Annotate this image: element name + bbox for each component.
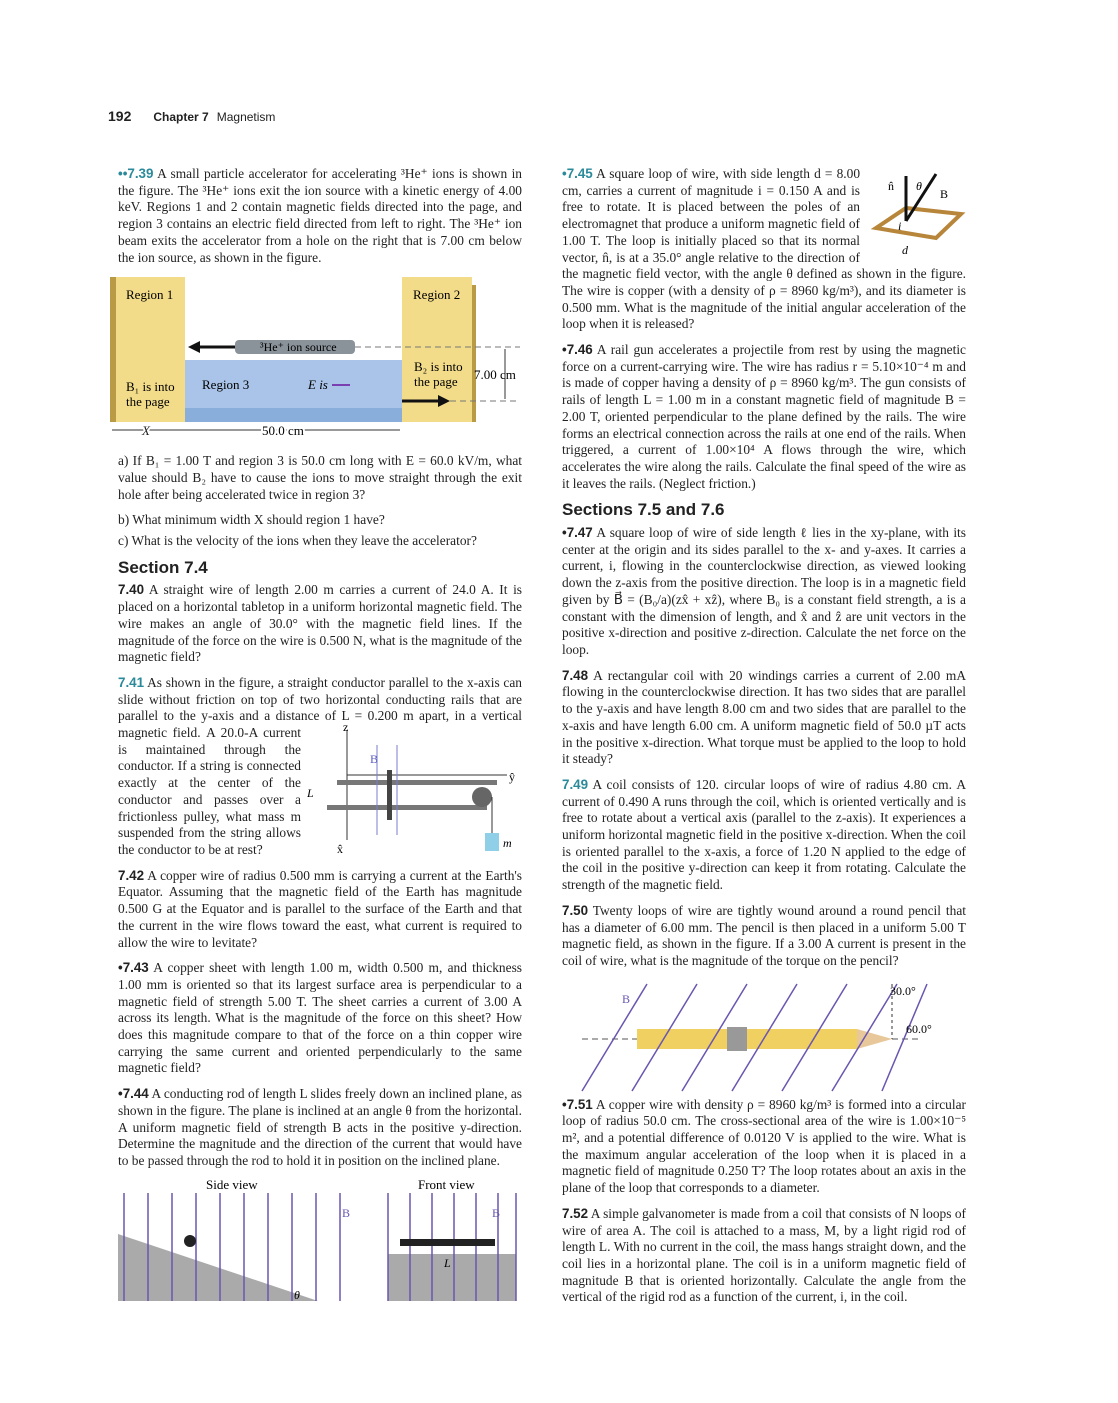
problem-text: A rectangular coil with 20 windings carries a current of 2.00 mA flowing in the counterclockwise direction. It has two sides that are parallel to the y-axis and have length 8.00 cm and two sides that are parallel to the x-axis and have length 6.00 cm. A uniform magnetic field of 50.0 µT acts in the positive x-direction. What torque must be applied to the loop to hold it steady? [562, 667, 966, 767]
figure-incline [118, 1179, 522, 1309]
b1-label-2: the page [126, 394, 170, 410]
problem-text: Twenty loops of wire are tightly wound around a round pencil that has a diameter of 6.00 mm. The pencil is then placed in a uniform 5.00 T magnetic field, as shown in the figure. If a 3.00 A current is present in the coil of wire, what is the magnitude of the torque on the pencil? [562, 902, 966, 968]
question-c: c) What is the velocity of the ions when they leave the accelerator? [118, 533, 477, 549]
length-l-label: L [444, 1255, 451, 1270]
problem-text: A copper sheet with length 1.00 m, width 0.500 m, and thickness 1.00 mm is oriented so that its largest surface area is perpendicular to a magnetic field of strength 5.00 T. The sheet carries a current of 3.00 A across its length. What is the magnitude of the force on this sheet? How does this magnitude compare to that of the force on a thin copper wire carrying the same current and oriented perpendicularly to the same magnetic field? [118, 960, 522, 1076]
chapter-label: Chapter 7 [153, 110, 209, 124]
side-d-label: d [902, 243, 908, 257]
b2-label: B₂ is into [414, 359, 463, 375]
angle-label: θ [294, 1287, 300, 1302]
problem-number: 7.40 [118, 582, 145, 598]
width-x-label: X [142, 423, 150, 439]
front-view-label: Front view [418, 1178, 475, 1192]
region-1-label: Region 1 [126, 287, 174, 303]
b1-label: B₁ is into [126, 379, 175, 395]
problem-7-40 [118, 582, 522, 666]
problem-text: A simple galvanometer is made from a coil that consists of N loops of wire of area A. The coil is attached to a mass, M, by a light rigid rod of length L. With no current in the coil, the mass hangs straight down, and the coil lies in a horizontal plane. The coil is in a uniform magnetic field of magnitude B that is oriented horizontally. Calculate the angle from the vertical of the rigid rod as a function of the current, i, in the coil. [562, 1205, 966, 1305]
problem-text: A copper wire of radius 0.500 mm is carrying a current at the Earth's Equator. Assuming that the magnetic field of the Earth has magnitude 0.500 G at the Equator and is parallel to the surface of the Earth and that the current in the wire flows toward the east, what current is required to allow the wire to levitate? [118, 867, 523, 950]
problem-number: 7.48 [562, 667, 589, 683]
page-header [108, 108, 275, 124]
problem-number: •7.43 [118, 960, 149, 976]
question-b: b) What minimum width X should region 1 have? [118, 512, 385, 528]
b-field-label: B [940, 187, 949, 201]
problem-7-52 [562, 1206, 966, 1306]
problem-7-39 [118, 166, 522, 266]
problem-7-48 [562, 668, 966, 768]
b-field-label: B [370, 752, 379, 767]
b-field-label: B [342, 1205, 351, 1220]
problem-text: A square loop of wire of side length ℓ lies in the xy-plane, with its center at the origin and its sides parallel to the x- and y-axes. It carries a current, i, flowing in the counterclockwise direction, as viewed looking down the z-axis from the positive direction. The loop is in a magnetic field given by B⃗ = (B₀/a)(zx̂ + xẑ), where B₀ is a constant field strength, a is a constant with the dimension of length, and x̂ and ẑ are unit vectors in the positive x-direction and positive z-direction. Calculate the net force on the loop. [562, 525, 966, 657]
right-column [562, 166, 966, 1315]
section-heading: Section 7.4 [118, 557, 208, 577]
problem-7-47 [562, 525, 966, 659]
length-l-label: L [307, 786, 314, 801]
problem-7-51 [562, 1097, 966, 1197]
b-field-label: B [622, 991, 631, 1006]
ion-source-label: ³He⁺ ion source [260, 340, 337, 355]
problem-number: ••7.39 [118, 166, 154, 181]
problem-text: A coil consists of 120. circular loops of wire of radius 4.80 cm. A current of 0.490 A runs through the coil, which is oriented vertically and is free to rotate about a vertical axis (parallel to the z-axis). It experiences a uniform horizontal magnetic field in the positive x-direction. When the coil is oriented parallel to the x-axis, a force of 1.20 N applied to the edge of the coil in the positive y-direction can keep it from rotating. Calculate the strength of the magnetic field. [562, 776, 967, 893]
region-2-label: Region 2 [413, 287, 461, 303]
problem-7-44 [118, 1086, 522, 1170]
theta-label: θ [916, 179, 922, 193]
mass-label: m [503, 836, 512, 851]
accelerator-diagram [110, 275, 530, 447]
length-label: 50.0 cm [262, 423, 304, 439]
angle-30-label: 30.0° [890, 983, 916, 998]
figure-accelerator [110, 275, 522, 447]
region-3-label: Region 3 [202, 377, 250, 393]
problem-number: •7.51 [562, 1096, 593, 1112]
b-field-label-front: B [492, 1205, 501, 1220]
problem-text: As shown in the figure, a straight conductor parallel to the x-axis can slide without friction on top of two horizontal conducting rails that are parallel to the y-axis and a distance of L = 0.200 m apart, in a vertical magnetic field. [118, 674, 523, 741]
question-a: a) If B₁ = 1.00 T and region 3 is 50.0 cm long with E = 60.0 kV/m, what value should B₂ have to cause the ions to move straight through the exit hole after being accelerated twice in region 3? [118, 453, 522, 502]
problem-text: A straight wire of length 2.00 m carries a current of 24.0 A. It is placed on a horizontal tabletop in a uniform horizontal magnetic field. The wire makes an angle of 30.0° with the magnetic field lines. If the magnitude of the force on the wire is 0.500 N, what is the magnitude of the magnetic field? [118, 582, 523, 665]
pencil-diagram [562, 979, 966, 1097]
figure-rails [307, 725, 522, 855]
problem-7-49 [562, 777, 966, 894]
e-field-label: E is [308, 377, 328, 393]
problem-text: A square loop of wire, with side length d = 8.00 cm, carries a current of magnitude i = 0.150 A and is free to rotate. It is placed between the poles of an electromagnet that produce a uniform magnetic field of 1.00 T. The loop is initially placed so that its normal vector, n̂, is at a 35.0° angle relative to the direction of the magnetic field vector, with the angle θ defined as shown in the figure. The wire is copper (with a density of ρ = 8960 kg/m³), and its diameter is 0.500 mm. What is the magnitude of the initial angular acceleration of the loop when it is released? [562, 166, 966, 332]
problem-7-42 [118, 868, 522, 952]
section-heading: Sections 7.5 and 7.6 [562, 500, 725, 520]
problem-text: A small particle accelerator for accelerating ³He⁺ ions is shown in the figure. The ³He⁺ ions exit the ion source with a kinetic energy of 4.00 keV. Regions 1 and 2 contain magnetic fields directed into the page, and region 3 contains an electric field directed from left to right. The ³He⁺ ion beam exits the accelerator from a hole on the right that is 7.00 cm below the ion source, as shown in the figure. [118, 166, 522, 265]
b2-label-2: the page [414, 374, 458, 390]
rails-diagram [307, 725, 522, 855]
problem-7-45 [562, 166, 966, 333]
incline-diagram [118, 1179, 522, 1309]
problem-number: 7.42 [118, 867, 145, 883]
problem-text-continued: A 20.0-A current is maintained through the conductor. If a string is connected exactly at the center of the conductor and passes over a frictionless pulley, what mass m suspended from the string allows the conductor to be at rest? [118, 725, 301, 857]
z-axis-label: ẑ [343, 725, 349, 735]
problem-number: 7.49 [562, 776, 589, 792]
page-number: 192 [108, 108, 132, 124]
angle-60-label: 60.0° [906, 1021, 932, 1036]
problem-number: 7.52 [562, 1205, 589, 1221]
problem-7-46 [562, 342, 966, 492]
figure-loop [866, 166, 966, 258]
problem-number: •7.45 [562, 166, 593, 181]
problem-text: A conducting rod of length L slides freely down an inclined plane, as shown in the figure. The plane is inclined at an angle θ from the horizontal. A uniform magnetic field of strength B acts in the positive y-direction. Determine the magnitude and the direction of the current that would have to be passed through the rod to hold it in position on the inclined plane. [118, 1086, 523, 1168]
problem-number: 7.41 [118, 674, 145, 690]
problem-text: A copper wire with density ρ = 8960 kg/m³ is formed into a circular loop of radius 50.0 cm. The cross-sectional area of the wire is 1.00×10⁻⁵ m², and a potential difference of 0.0120 V is applied to the wire. What is the maximum angular acceleration of the loop when it is placed in a magnetic field of magnitude 0.250 T? The loop rotates about an axis in the plane of the loop that corresponds to a diameter. [562, 1096, 966, 1196]
current-label: i [898, 219, 902, 233]
chapter-title: Magnetism [216, 110, 276, 124]
side-view-label: Side view [206, 1178, 258, 1192]
problem-text: A rail gun accelerates a projectile from rest by using the magnetic force on a current-carrying wire. The wire has radius r = 5.10×10⁻⁴ m and is made of copper having a density of ρ = 8960 kg/m³. The gun consists of rails of length L = 1.00 m in a constant magnetic field of magnitude B = 2.00 T, oriented perpendicular to the plane defined by the rails. The wire forms an electrical connection across the rails at one end of the rails. When triggered, a current of 1.00×10⁴ A flows through the wire, which accelerates the wire along the rails. Calculate the final speed of the wire as it leaves the rails. (Neglect friction.) [562, 342, 966, 491]
left-column [118, 166, 522, 1309]
y-axis-label: ŷ [509, 770, 515, 785]
normal-label: n̂ [888, 179, 894, 193]
problem-7-41 [118, 675, 522, 859]
problem-number: •7.46 [562, 342, 593, 358]
problem-7-50 [562, 903, 966, 970]
x-axis-label: x̂ [337, 842, 343, 856]
figure-pencil [562, 979, 966, 1097]
problem-7-43 [118, 960, 522, 1077]
loop-diagram [866, 166, 966, 258]
problem-number: •7.44 [118, 1086, 149, 1102]
problem-number: •7.47 [562, 525, 593, 541]
height-label: 7.00 cm [474, 367, 516, 383]
problem-number: 7.50 [562, 902, 589, 918]
